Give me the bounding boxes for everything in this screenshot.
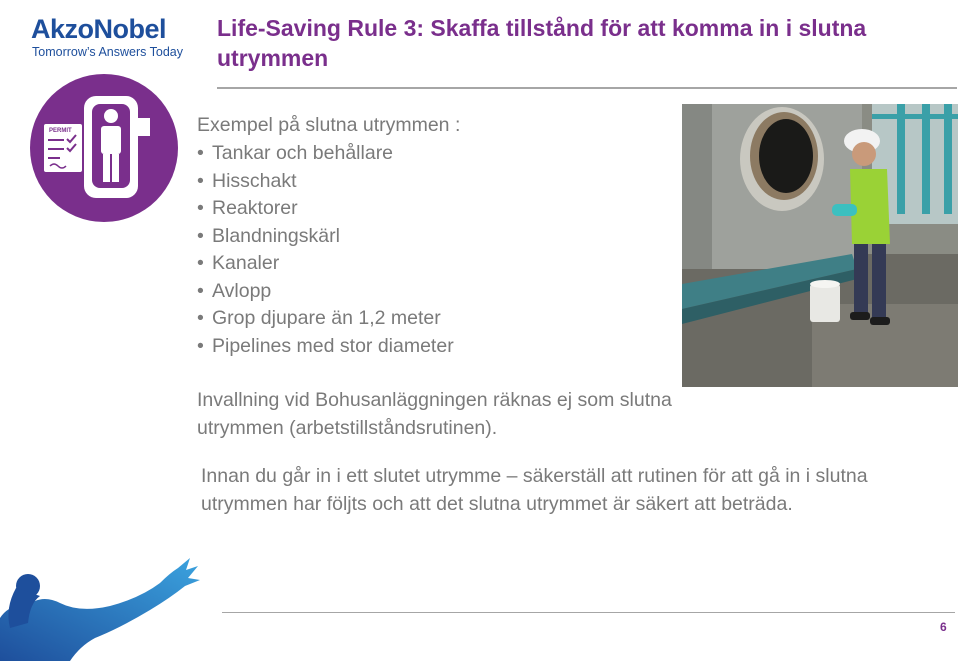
worker-tank-photo: [682, 104, 958, 387]
safety-instruction: Innan du går in i ett slutet utrymme – säkerställ att rutinen för att gå in i slutna utrymmen har följts och att det slutna utrymmet är säkert att beträda.: [201, 465, 868, 515]
confined-space-list: [197, 140, 454, 360]
permit-label: PERMIT: [49, 128, 72, 134]
list-item: • Hisschakt: [197, 169, 297, 192]
permit-document-icon: [44, 124, 82, 172]
list-item: • Tankar och behållare: [197, 142, 394, 164]
list-item: • Blandningskärl: [197, 224, 340, 247]
brand-tagline: Tomorrow’s Answers Today: [32, 45, 183, 59]
exception-note: Invallning vid Bohusanläggningen räknas ej som slutna utrymmen (arbetstillståndsrutinen).: [197, 389, 672, 439]
akzonobel-reaching-figure-icon: [0, 548, 205, 661]
confined-space-permit-icon: [30, 74, 178, 222]
list-item: • Reaktorer: [197, 197, 298, 219]
list-item: • Pipelines med stor diameter: [197, 334, 454, 357]
list-item: • Avlopp: [197, 279, 272, 302]
title-divider: [217, 87, 957, 89]
footer-divider: [222, 612, 955, 613]
page-number: 6: [940, 620, 947, 634]
examples-intro: Exempel på slutna utrymmen :: [197, 114, 461, 136]
slide-title: Life-Saving Rule 3: Skaffa tillstånd för att komma in i slutna utrymmen: [217, 15, 867, 71]
brand-logo-name: AkzoNobel: [31, 14, 167, 44]
list-item: • Grop djupare än 1,2 meter: [197, 307, 441, 329]
list-item: • Kanaler: [197, 252, 280, 274]
